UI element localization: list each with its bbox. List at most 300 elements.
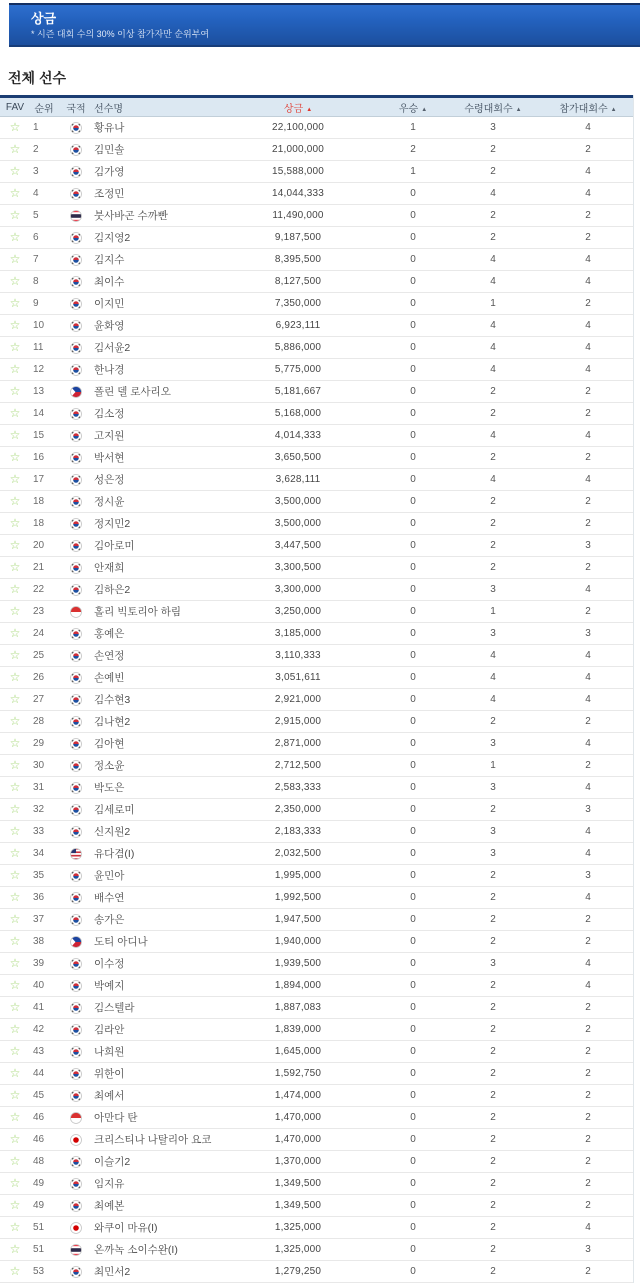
nation-cell xyxy=(58,1024,94,1036)
flag-kr-icon xyxy=(70,672,82,684)
flag-kr-icon xyxy=(70,276,82,288)
flag-kr-icon xyxy=(70,826,82,838)
table-row xyxy=(0,1107,633,1129)
favorite-star-icon[interactable]: ☆ xyxy=(9,450,21,464)
wins-cell: 0 xyxy=(410,342,416,353)
fav-cell xyxy=(0,165,30,178)
flag-kr-icon xyxy=(70,254,82,266)
received-count-cell: 2 xyxy=(490,210,496,221)
received-count-cell: 2 xyxy=(490,496,496,507)
nation-cell xyxy=(58,342,94,354)
participated-count-cell: 4 xyxy=(585,848,591,859)
nation-cell xyxy=(58,474,94,486)
received-count-cell: 2 xyxy=(490,144,496,155)
table-row xyxy=(0,337,633,359)
participated-count-cell: 4 xyxy=(585,430,591,441)
player-name[interactable]: 성은정 xyxy=(94,474,125,486)
nation-cell xyxy=(58,122,94,134)
flag-jp-icon xyxy=(70,1222,82,1234)
wins-cell: 0 xyxy=(410,210,416,221)
player-name[interactable]: 박서현 xyxy=(94,452,125,464)
player-name[interactable]: 김세로미 xyxy=(94,804,135,816)
player-name[interactable]: 박도은 xyxy=(94,782,125,794)
banner-note: * 시즌 대회 수의 30% 이상 참가자만 순위부여 xyxy=(31,29,210,39)
player-name[interactable]: 김아현 xyxy=(94,738,125,750)
table-row xyxy=(0,139,633,161)
player-name[interactable]: 신지원2 xyxy=(94,826,131,838)
favorite-star-icon[interactable]: ☆ xyxy=(9,186,21,200)
favorite-star-icon[interactable]: ☆ xyxy=(9,494,21,508)
nation-cell xyxy=(58,1178,94,1190)
flag-kr-icon xyxy=(70,320,82,332)
favorite-star-icon[interactable]: ☆ xyxy=(9,1044,21,1058)
participated-count-cell: 4 xyxy=(585,826,591,837)
flag-kr-icon xyxy=(70,342,82,354)
table-row xyxy=(0,469,633,491)
player-name[interactable]: 윤화영 xyxy=(94,320,125,332)
favorite-star-icon[interactable]: ☆ xyxy=(9,714,21,728)
participated-count-cell: 4 xyxy=(585,584,591,595)
player-name[interactable]: 안재희 xyxy=(94,562,125,574)
prize-cell: 5,886,000 xyxy=(274,342,322,353)
player-name[interactable]: 폴린 델 로사리오 xyxy=(94,386,171,398)
rank-cell: 26 xyxy=(33,672,45,683)
prize-cell: 1,325,000 xyxy=(274,1244,322,1255)
table-row xyxy=(0,403,633,425)
player-name[interactable]: 황유나 xyxy=(94,122,125,134)
fav-cell xyxy=(0,935,30,948)
fav-cell xyxy=(0,495,30,508)
wins-cell: 0 xyxy=(410,1090,416,1101)
flag-jp-icon xyxy=(70,1134,82,1146)
player-name[interactable]: 김가영 xyxy=(94,166,125,178)
prize-cell: 3,447,500 xyxy=(274,540,322,551)
received-count-cell: 3 xyxy=(490,738,496,749)
sort-arrow-icon: ▲ xyxy=(515,106,522,113)
fav-cell xyxy=(0,319,30,332)
prize-cell: 2,032,500 xyxy=(274,848,322,859)
column-header-prize[interactable] xyxy=(213,100,383,115)
received-count-cell: 2 xyxy=(490,936,496,947)
participated-count-cell: 4 xyxy=(585,650,591,661)
wins-cell: 0 xyxy=(410,364,416,375)
flag-kr-icon xyxy=(70,628,82,640)
participated-count-cell: 4 xyxy=(585,188,591,199)
column-label: 수령대회수 xyxy=(464,103,513,115)
table-row xyxy=(0,491,633,513)
nation-cell xyxy=(58,914,94,926)
favorite-star-icon[interactable]: ☆ xyxy=(9,912,21,926)
participated-count-cell: 4 xyxy=(585,672,591,683)
player-name[interactable]: 정지민2 xyxy=(94,518,131,530)
player-name[interactable]: 나희원 xyxy=(94,1046,125,1058)
participated-count-cell: 2 xyxy=(585,1002,591,1013)
column-header-wins[interactable] xyxy=(383,100,443,115)
player-name[interactable]: 김수현3 xyxy=(94,694,131,706)
player-name[interactable]: 최이수 xyxy=(94,276,125,288)
favorite-star-icon[interactable]: ☆ xyxy=(9,758,21,772)
flag-kr-icon xyxy=(70,892,82,904)
rank-cell: 28 xyxy=(33,716,45,727)
table-row xyxy=(0,1239,633,1261)
table-row xyxy=(0,645,633,667)
nation-cell xyxy=(58,606,94,618)
prize-cell: 3,500,000 xyxy=(274,496,322,507)
flag-kr-icon xyxy=(70,1156,82,1168)
player-name[interactable]: 송가은 xyxy=(94,914,125,926)
table-row xyxy=(0,843,633,865)
prize-cell: 1,645,000 xyxy=(274,1046,322,1057)
table-row xyxy=(0,557,633,579)
flag-kr-icon xyxy=(70,1266,82,1278)
favorite-star-icon[interactable]: ☆ xyxy=(9,1110,21,1124)
table-row xyxy=(0,799,633,821)
wins-cell: 0 xyxy=(410,760,416,771)
rank-cell: 17 xyxy=(33,474,45,485)
wins-cell: 0 xyxy=(410,1112,416,1123)
nation-cell xyxy=(58,188,94,200)
player-name[interactable]: 김스텔라 xyxy=(94,1002,135,1014)
table-row xyxy=(0,865,633,887)
nation-cell xyxy=(58,694,94,706)
player-name[interactable]: 박예지 xyxy=(94,980,125,992)
player-name[interactable]: 윤민아 xyxy=(94,870,125,882)
player-name[interactable]: 최예서 xyxy=(94,1090,125,1102)
received-count-cell: 4 xyxy=(490,188,496,199)
fav-cell xyxy=(0,671,30,684)
favorite-star-icon[interactable]: ☆ xyxy=(9,736,21,750)
rank-cell: 15 xyxy=(33,430,45,441)
table-row xyxy=(0,117,633,139)
fav-cell xyxy=(0,341,30,354)
favorite-star-icon[interactable]: ☆ xyxy=(9,1176,21,1190)
prize-cell: 14,044,333 xyxy=(271,188,325,199)
wins-cell: 0 xyxy=(410,1134,416,1145)
table-row xyxy=(0,579,633,601)
player-name[interactable]: 정시윤 xyxy=(94,496,125,508)
rank-cell: 38 xyxy=(33,936,45,947)
player-name[interactable]: 김라안 xyxy=(94,1024,125,1036)
participated-count-cell: 4 xyxy=(585,474,591,485)
favorite-star-icon[interactable]: ☆ xyxy=(9,208,21,222)
wins-cell: 0 xyxy=(410,496,416,507)
player-name[interactable]: 김소정 xyxy=(94,408,125,420)
player-name[interactable]: 고지원 xyxy=(94,430,125,442)
favorite-star-icon[interactable]: ☆ xyxy=(9,868,21,882)
nation-cell xyxy=(58,848,94,860)
player-name[interactable]: 김나현2 xyxy=(94,716,131,728)
favorite-star-icon[interactable]: ☆ xyxy=(9,164,21,178)
wins-cell: 0 xyxy=(410,188,416,199)
favorite-star-icon[interactable]: ☆ xyxy=(9,1264,21,1278)
table-row xyxy=(0,1085,633,1107)
rank-cell: 49 xyxy=(33,1178,45,1189)
flag-kr-icon xyxy=(70,980,82,992)
player-name[interactable]: 한나경 xyxy=(94,364,125,376)
favorite-star-icon[interactable]: ☆ xyxy=(9,824,21,838)
participated-count-cell: 3 xyxy=(585,628,591,639)
player-name[interactable]: 유다겸(I) xyxy=(94,848,135,860)
participated-count-cell: 2 xyxy=(585,1156,591,1167)
rank-cell: 3 xyxy=(33,166,39,177)
wins-cell: 0 xyxy=(410,1068,416,1079)
nation-cell xyxy=(58,452,94,464)
received-count-cell: 2 xyxy=(490,914,496,925)
participated-count-cell: 2 xyxy=(585,562,591,573)
favorite-star-icon[interactable]: ☆ xyxy=(9,538,21,552)
player-name[interactable]: 이수정 xyxy=(94,958,125,970)
wins-cell: 1 xyxy=(410,166,416,177)
player-name[interactable]: 정소윤 xyxy=(94,760,125,772)
favorite-star-icon[interactable]: ☆ xyxy=(9,472,21,486)
received-count-cell: 2 xyxy=(490,716,496,727)
player-name[interactable]: 김서윤2 xyxy=(94,342,131,354)
favorite-star-icon[interactable]: ☆ xyxy=(9,978,21,992)
player-name[interactable]: 손예빈 xyxy=(94,672,125,684)
favorite-star-icon[interactable]: ☆ xyxy=(9,362,21,376)
received-count-cell: 2 xyxy=(490,452,496,463)
favorite-star-icon[interactable]: ☆ xyxy=(9,956,21,970)
column-header-participated[interactable] xyxy=(543,100,633,115)
rank-cell: 51 xyxy=(33,1222,45,1233)
participated-count-cell: 4 xyxy=(585,980,591,991)
player-name[interactable]: 조정민 xyxy=(94,188,125,200)
favorite-star-icon[interactable]: ☆ xyxy=(9,252,21,266)
favorite-star-icon[interactable]: ☆ xyxy=(9,1154,21,1168)
table-row xyxy=(0,513,633,535)
prize-cell: 4,014,333 xyxy=(274,430,322,441)
flag-th-icon xyxy=(70,210,82,222)
nation-cell xyxy=(58,760,94,772)
player-name[interactable]: 이지민 xyxy=(94,298,125,310)
wins-cell: 0 xyxy=(410,606,416,617)
table-row xyxy=(0,205,633,227)
player-name[interactable]: 최예본 xyxy=(94,1200,125,1212)
fav-cell xyxy=(0,737,30,750)
favorite-star-icon[interactable]: ☆ xyxy=(9,1220,21,1234)
received-count-cell: 2 xyxy=(490,1266,496,1277)
player-name[interactable]: 크리스티나 나탈리아 요코 xyxy=(94,1134,212,1146)
rank-cell: 24 xyxy=(33,628,45,639)
prize-cell: 11,490,000 xyxy=(272,210,324,221)
player-name[interactable]: 김민솔 xyxy=(94,144,125,156)
favorite-star-icon[interactable]: ☆ xyxy=(9,692,21,706)
favorite-star-icon[interactable]: ☆ xyxy=(9,670,21,684)
participated-count-cell: 4 xyxy=(585,342,591,353)
flag-kr-icon xyxy=(70,1068,82,1080)
player-name[interactable]: 와쿠이 마유(I) xyxy=(94,1222,158,1234)
flag-kr-icon xyxy=(70,496,82,508)
flag-ph-icon xyxy=(70,386,82,398)
prize-cell: 1,992,500 xyxy=(274,892,322,903)
fav-cell xyxy=(0,605,30,618)
player-name[interactable]: 최민서2 xyxy=(94,1266,131,1278)
banner-title: 상금 xyxy=(31,11,57,26)
participated-count-cell: 2 xyxy=(585,1200,591,1211)
flag-ph-icon xyxy=(70,936,82,948)
rank-cell: 46 xyxy=(33,1112,45,1123)
received-count-cell: 2 xyxy=(490,540,496,551)
player-name[interactable]: 김지영2 xyxy=(94,232,131,244)
column-header-nation xyxy=(58,100,94,115)
participated-count-cell: 2 xyxy=(585,936,591,947)
player-name[interactable]: 김아로미 xyxy=(94,540,135,552)
flag-kr-icon xyxy=(70,430,82,442)
fav-cell xyxy=(0,187,30,200)
flag-kr-icon xyxy=(70,716,82,728)
rank-cell: 49 xyxy=(33,1200,45,1211)
player-name[interactable]: 배수연 xyxy=(94,892,125,904)
fav-cell xyxy=(0,297,30,310)
player-name[interactable]: 손연정 xyxy=(94,650,125,662)
favorite-star-icon[interactable]: ☆ xyxy=(9,802,21,816)
favorite-star-icon[interactable]: ☆ xyxy=(9,428,21,442)
received-count-cell: 2 xyxy=(490,1200,496,1211)
rank-cell: 42 xyxy=(33,1024,45,1035)
fav-cell xyxy=(0,1265,30,1278)
player-name[interactable]: 김지수 xyxy=(94,254,125,266)
rank-cell: 48 xyxy=(33,1156,45,1167)
favorite-star-icon[interactable]: ☆ xyxy=(9,274,21,288)
prize-cell: 22,100,000 xyxy=(271,122,325,133)
nation-cell xyxy=(58,1266,94,1278)
wins-cell: 0 xyxy=(410,298,416,309)
player-name[interactable]: 도티 아디나 xyxy=(94,936,148,948)
wins-cell: 0 xyxy=(410,276,416,287)
player-name[interactable]: 아만다 탄 xyxy=(94,1112,138,1124)
fav-cell xyxy=(0,1199,30,1212)
favorite-star-icon[interactable]: ☆ xyxy=(9,1022,21,1036)
received-count-cell: 4 xyxy=(490,364,496,375)
participated-count-cell: 4 xyxy=(585,254,591,265)
player-name[interactable]: 붓사바곤 수까빤 xyxy=(94,210,168,222)
received-count-cell: 2 xyxy=(490,408,496,419)
prize-cell: 1,839,000 xyxy=(274,1024,322,1035)
participated-count-cell: 2 xyxy=(585,210,591,221)
flag-kr-icon xyxy=(70,408,82,420)
wins-cell: 0 xyxy=(410,430,416,441)
player-name[interactable]: 온까녹 소이수완(I) xyxy=(94,1244,178,1256)
participated-count-cell: 4 xyxy=(585,166,591,177)
sort-arrow-icon: ▲ xyxy=(421,106,428,113)
wins-cell: 0 xyxy=(410,738,416,749)
wins-cell: 0 xyxy=(410,386,416,397)
participated-count-cell: 2 xyxy=(585,1046,591,1057)
nation-cell xyxy=(58,716,94,728)
prize-cell: 3,185,000 xyxy=(274,628,322,639)
favorite-star-icon[interactable]: ☆ xyxy=(9,296,21,310)
participated-count-cell: 3 xyxy=(585,1244,591,1255)
table-row xyxy=(0,953,633,975)
favorite-star-icon[interactable]: ☆ xyxy=(9,406,21,420)
prize-cell: 2,871,000 xyxy=(274,738,322,749)
player-name[interactable]: 홀리 빅토리아 하림 xyxy=(94,606,181,618)
flag-kr-icon xyxy=(70,452,82,464)
favorite-star-icon[interactable]: ☆ xyxy=(9,780,21,794)
table-row xyxy=(0,997,633,1019)
fav-cell xyxy=(0,627,30,640)
wins-cell: 0 xyxy=(410,1178,416,1189)
player-name[interactable]: 임지유 xyxy=(94,1178,125,1190)
favorite-star-icon[interactable]: ☆ xyxy=(9,890,21,904)
favorite-star-icon[interactable]: ☆ xyxy=(9,318,21,332)
favorite-star-icon[interactable]: ☆ xyxy=(9,648,21,662)
favorite-star-icon[interactable]: ☆ xyxy=(9,560,21,574)
favorite-star-icon[interactable]: ☆ xyxy=(9,1000,21,1014)
favorite-star-icon[interactable]: ☆ xyxy=(9,1198,21,1212)
received-count-cell: 1 xyxy=(490,606,496,617)
wins-cell: 0 xyxy=(410,804,416,815)
participated-count-cell: 2 xyxy=(585,760,591,771)
received-count-cell: 4 xyxy=(490,276,496,287)
favorite-star-icon[interactable]: ☆ xyxy=(9,1242,21,1256)
participated-count-cell: 3 xyxy=(585,870,591,881)
favorite-star-icon[interactable]: ☆ xyxy=(9,604,21,618)
nation-cell xyxy=(58,562,94,574)
wins-cell: 0 xyxy=(410,782,416,793)
nation-cell xyxy=(58,892,94,904)
column-label: 참가대회수 xyxy=(559,103,608,115)
fav-cell xyxy=(0,803,30,816)
rank-cell: 16 xyxy=(33,452,45,463)
player-name[interactable]: 위한이 xyxy=(94,1068,125,1080)
table-row xyxy=(0,1063,633,1085)
favorite-star-icon[interactable]: ☆ xyxy=(9,582,21,596)
favorite-star-icon[interactable]: ☆ xyxy=(9,384,21,398)
column-header-received[interactable] xyxy=(443,100,543,115)
flag-kr-icon xyxy=(70,694,82,706)
favorite-star-icon[interactable]: ☆ xyxy=(9,1132,21,1146)
received-count-cell: 4 xyxy=(490,342,496,353)
column-label: 우승 xyxy=(398,103,419,115)
favorite-star-icon[interactable]: ☆ xyxy=(9,626,21,640)
prize-cell: 8,127,500 xyxy=(274,276,322,287)
wins-cell: 0 xyxy=(410,1266,416,1277)
fav-cell xyxy=(0,1089,30,1102)
favorite-star-icon[interactable]: ☆ xyxy=(9,142,21,156)
table-row xyxy=(0,315,633,337)
received-count-cell: 4 xyxy=(490,254,496,265)
fav-cell xyxy=(0,253,30,266)
fav-cell xyxy=(0,517,30,530)
flag-kr-icon xyxy=(70,914,82,926)
player-name[interactable]: 이슬기2 xyxy=(94,1156,131,1168)
wins-cell: 0 xyxy=(410,1222,416,1233)
prize-cell: 1,947,500 xyxy=(274,914,322,925)
favorite-star-icon[interactable]: ☆ xyxy=(9,516,21,530)
prize-cell: 1,370,000 xyxy=(274,1156,322,1167)
favorite-star-icon[interactable]: ☆ xyxy=(9,1066,21,1080)
prize-cell: 3,300,000 xyxy=(274,584,322,595)
wins-cell: 0 xyxy=(410,672,416,683)
favorite-star-icon[interactable]: ☆ xyxy=(9,120,21,134)
received-count-cell: 2 xyxy=(490,1002,496,1013)
received-count-cell: 2 xyxy=(490,1178,496,1189)
prize-cell: 2,712,500 xyxy=(274,760,322,771)
favorite-star-icon[interactable]: ☆ xyxy=(9,1088,21,1102)
participated-count-cell: 4 xyxy=(585,738,591,749)
player-name[interactable]: 홍예은 xyxy=(94,628,125,640)
table-row xyxy=(0,249,633,271)
favorite-star-icon[interactable]: ☆ xyxy=(9,846,21,860)
flag-kr-icon xyxy=(70,804,82,816)
favorite-star-icon[interactable]: ☆ xyxy=(9,934,21,948)
flag-kr-icon xyxy=(70,958,82,970)
favorite-star-icon[interactable]: ☆ xyxy=(9,230,21,244)
rank-cell: 22 xyxy=(33,584,45,595)
player-name[interactable]: 김하은2 xyxy=(94,584,131,596)
favorite-star-icon[interactable]: ☆ xyxy=(9,340,21,354)
